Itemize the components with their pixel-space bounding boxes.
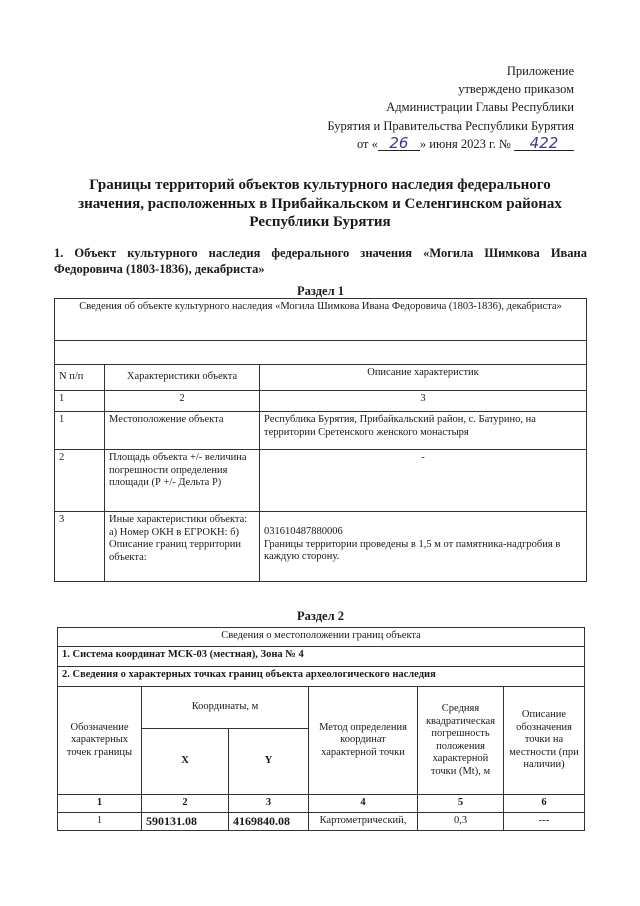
col-number: 2	[105, 391, 260, 412]
col-header-characteristics: Характеристики объекта	[105, 365, 260, 391]
col-desc: Описание обозначения точки на местности (при наличии)	[504, 687, 585, 795]
col-header-description: Описание характеристик	[260, 365, 587, 391]
col-coords: Координаты, м	[142, 687, 309, 729]
row-description: -	[260, 450, 587, 512]
appendix-date-line	[327, 135, 574, 153]
section2-header: Сведения о местоположении границ объекта	[58, 628, 585, 647]
col-number: 5	[418, 795, 504, 813]
table-row	[58, 813, 585, 831]
section2-label: Раздел 2	[297, 609, 344, 623]
row-characteristic: Местоположение объекта	[105, 412, 260, 450]
row-characteristic: Иные характеристики объекта: а) Номер ОКН в ЕГРОКН: б) Описание границ территории объекта:	[105, 512, 260, 582]
method: Картометрический,	[309, 813, 418, 831]
coord-system: 1. Система координат МСК-03 (местная), Зона № 4	[58, 647, 585, 667]
appendix-block	[327, 62, 574, 153]
appendix-line: Бурятия и Правительства Республики Бурятия	[327, 118, 574, 133]
row-number: 2	[55, 450, 105, 512]
section1-header: Сведения об объекте культурного наследия «Могила Шимкова Ивана Федоровича (1803-1836), декабриста»	[55, 299, 587, 341]
coord-y: 4169840.08	[229, 813, 309, 831]
col-number: 6	[504, 795, 585, 813]
points-title: 2. Сведения о характерных точках границ объекта археологического наследия	[58, 667, 585, 687]
handwritten-day: 26	[378, 136, 420, 151]
row-number: 1	[55, 412, 105, 450]
col-number: 4	[309, 795, 418, 813]
col-number: 3	[229, 795, 309, 813]
error: 0,3	[418, 813, 504, 831]
object-heading: 1. Объект культурного наследия федерального значения «Могила Шимкова Ивана Федоровича (1803-1836), декабриста»	[54, 246, 587, 276]
col-number: 1	[55, 391, 105, 412]
col-error: Средняя квадратическая погрешность положения характерной точки (Mt), м	[418, 687, 504, 795]
coord-x: 590131.08	[142, 813, 229, 831]
row-number: 3	[55, 512, 105, 582]
col-number: 2	[142, 795, 229, 813]
section1-table	[54, 298, 587, 582]
point-id: 1	[58, 813, 142, 831]
handwritten-number: 422	[514, 136, 574, 151]
col-y: Y	[229, 729, 309, 795]
row-description	[260, 512, 587, 582]
col-method: Метод определения координат характерной точки	[309, 687, 418, 795]
border-description: Границы территории проведены в 1,5 м от памятника-надгробия в каждую сторону.	[264, 538, 561, 562]
col-x: X	[142, 729, 229, 795]
appendix-line: Приложение	[506, 64, 574, 78]
table-row	[55, 512, 587, 582]
col-point: Обозначение характерных точек границы	[58, 687, 142, 795]
empty-row	[55, 341, 587, 365]
okn-number: 031610487880006	[264, 526, 343, 537]
date-prefix: от «	[356, 136, 378, 151]
date-mid: » июня 2023 г. №	[419, 136, 511, 151]
row-description: Республика Бурятия, Прибайкальский район, с. Батурино, на территории Сретенского женского монастыря	[260, 412, 587, 450]
point-desc: ---	[504, 813, 585, 831]
section2-table	[57, 627, 585, 831]
col-number: 1	[58, 795, 142, 813]
appendix-line: Администрации Главы Республики	[386, 100, 574, 115]
table-row	[55, 412, 587, 450]
section1-label: Раздел 1	[297, 284, 344, 298]
document-title: Границы территорий объектов культурного наследия федерального значения, расположенных в Прибайкальском и Селенгинском районах Республики Бурятия	[78, 177, 562, 230]
col-header-n: N п/п	[55, 365, 105, 391]
appendix-line: утверждено приказом	[458, 82, 574, 97]
col-number: 3	[260, 391, 587, 412]
row-characteristic: Площадь объекта +/- величина погрешности определения площади (Р +/- Дельта Р)	[105, 450, 260, 512]
table-row	[55, 450, 587, 512]
